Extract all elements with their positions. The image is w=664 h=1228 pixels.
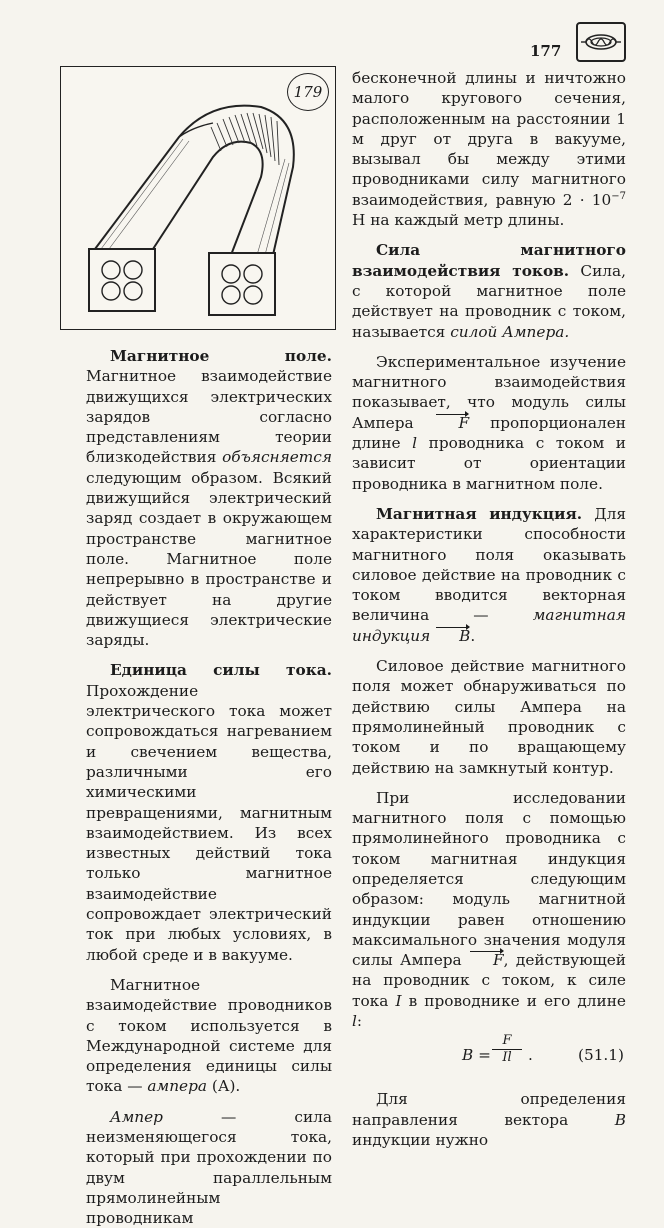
paragraph-magnetic-field: Магнитное поле. Магнитное взаимодействие движущихся электрических зарядов согласно представлениям теории близкодействия объясняется следующим образом. Всякий движущийся электрический заряд создает в окружающем пространстве магнитное поле. Магнитное поле непрерывно в пространстве и действует на другие движущиеся электрические заряды. bbox=[86, 347, 332, 650]
formula-denominator: Il bbox=[502, 1050, 512, 1066]
formula-fraction bbox=[492, 1033, 522, 1066]
heading-magnetic-field: Магнитное поле. bbox=[110, 347, 332, 365]
vector-F: F bbox=[435, 413, 470, 433]
paragraph-direction: Для определения направления вектора B индукции нужно bbox=[352, 1090, 626, 1149]
formula-51-1 bbox=[352, 1033, 626, 1077]
figure-number-badge: 179 bbox=[287, 73, 329, 111]
heading-magnetic-induction: Магнитная индукция. bbox=[376, 504, 583, 523]
paragraph-current-unit: Единица силы тока. Прохождение электрического тока может сопровождаться нагреванием и свечением вещества, различными его химическими превращениями, магнитным взаимодействием. Из всех известных действий тока только магнитное взаимодействие сопровождает электрический ток при любых условиях, в любой среде и в вакууме. bbox=[86, 661, 332, 964]
formula-period: . bbox=[528, 1046, 533, 1065]
paragraph-induction-definition: При исследовании магнитного поля с помощью прямолинейного проводника с током магнитная индукция определяется следующим образом: модуль магнитной индукции равен отношению максимального значения модуля силы Ампера F, действующей на проводник с током, к силе тока I в проводнике и его длине l: bbox=[352, 788, 626, 1031]
figure-u-shaped-conductor bbox=[60, 66, 336, 330]
paragraph-experimental-study: Экспериментальное изучение магнитного взаимодействия показывает, что модуль силы Ампера F пропорционален длине l проводника с током и зависит от ориентации проводника в магнитном поле. bbox=[352, 352, 626, 493]
vector-F-2: F bbox=[469, 950, 504, 970]
vector-B: B bbox=[435, 626, 470, 646]
paragraph-si-definition: Магнитное взаимодействие проводников с током используется в Международной системе для определения единицы силы тока — ампера (А). bbox=[86, 975, 332, 1096]
right-column bbox=[352, 68, 626, 1150]
paragraph-ampere-continued: бесконечной длины и ничтожно малого кругового сечения, расположенным на расстоянии 1 м друг от друга в вакууме, вызывал бы между этими проводниками силу магнитного взаимодействия, равную $2 \cdot 10^{-7}$ Н на каждый метр длины. bbox=[352, 69, 626, 230]
formula-numerator: F bbox=[492, 1033, 522, 1050]
page-number: 177 bbox=[530, 42, 562, 60]
paragraph-force-action: Силовое действие магнитного поля может обнаруживаться по действию силы Ампера на прямолинейный проводник с током и по вращающему действию на замкнутый контур. bbox=[352, 657, 626, 777]
coil-icon bbox=[576, 22, 626, 62]
paragraph-interaction-force: Сила магнитного взаимодействия токов. Сила, с которой магнитное поле действует на проводник с током, называется силой Ампера. bbox=[352, 241, 626, 341]
heading-current-unit: Единица силы тока. bbox=[110, 661, 332, 680]
formula-lhs: B = bbox=[462, 1046, 491, 1065]
paragraph-magnetic-induction: Магнитная индукция. Для характеристики способности магнитного поля оказывать силовое действие на проводник с током вводится векторная величина — магнитная индукция B. bbox=[352, 504, 626, 645]
heading-interaction-force: Сила магнитного взаимодействия токов. bbox=[352, 241, 626, 280]
paragraph-ampere-definition: Ампер — сила неизменяющегося тока, который при прохождении по двум параллельным прямолинейным проводникам bbox=[86, 1107, 332, 1228]
formula-number: (51.1) bbox=[578, 1046, 624, 1065]
left-column bbox=[86, 346, 332, 1228]
